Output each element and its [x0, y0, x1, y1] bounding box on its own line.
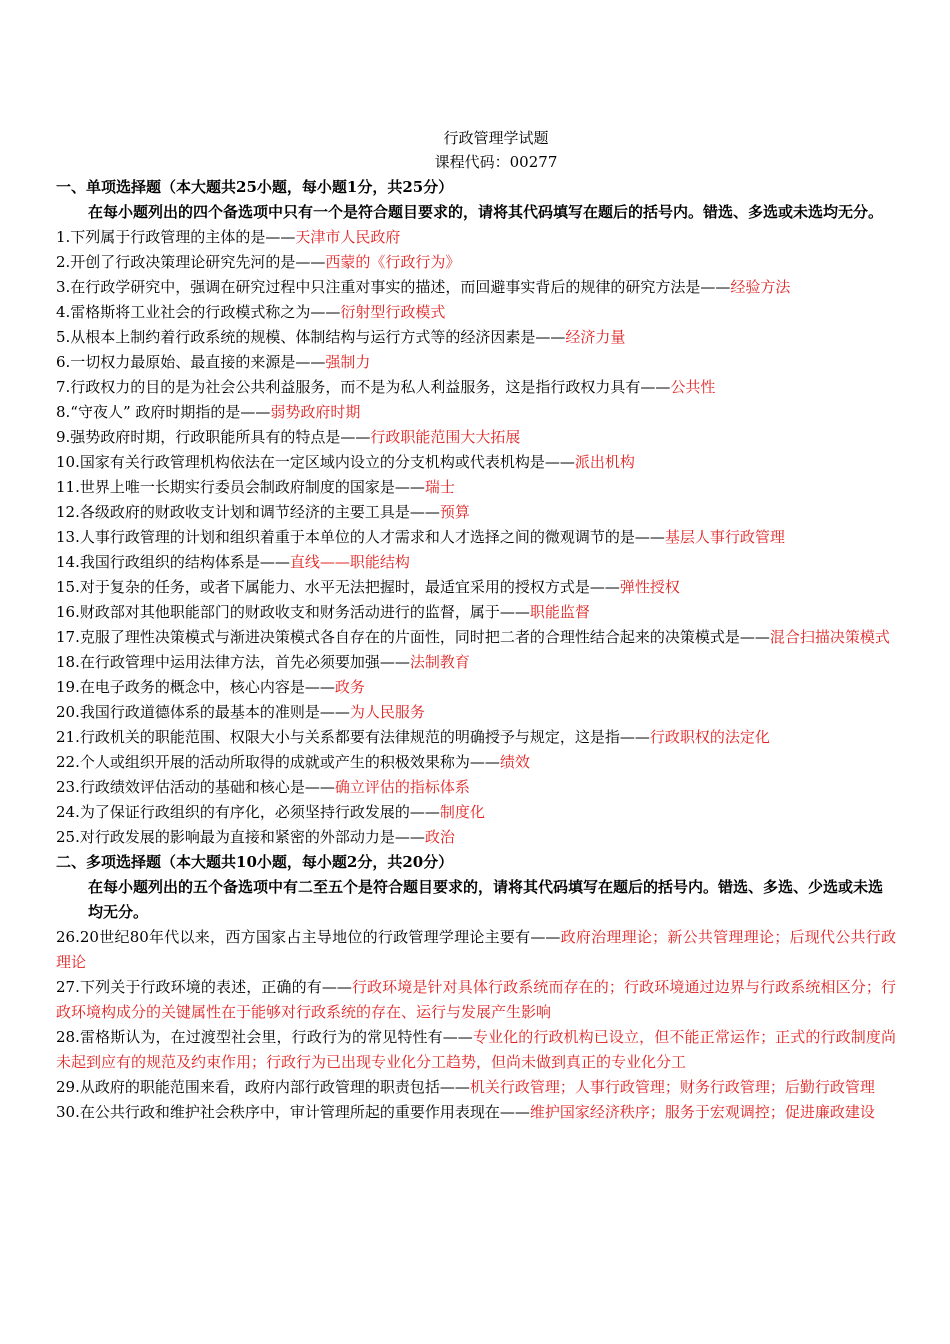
question-text: 2.开创了行政决策理论研究先河的是——: [56, 253, 326, 271]
answer-text: 经验方法: [730, 278, 791, 296]
question-text: 16.财政部对其他职能部门的财政收支和财务活动进行的监督，属于——: [56, 603, 530, 621]
question-text: 23.行政绩效评估活动的基础和核心是——: [56, 778, 335, 796]
answer-text: 政治: [424, 828, 455, 846]
section-heading: 二、多项选择题（本大题共10小题，每小题2分，共20分）: [56, 853, 454, 871]
question-text: 10.国家有关行政管理机构依法在一定区域内设立的分支机构或代表机构是——: [56, 453, 575, 471]
question-item: [56, 275, 896, 300]
sections-container: [56, 175, 896, 1125]
question-item: [56, 400, 896, 425]
answer-text: 职能监督: [529, 603, 590, 621]
answer-text: 天津市人民政府: [295, 228, 401, 246]
question-text: 19.在电子政务的概念中，核心内容是——: [56, 678, 335, 696]
course-code: 课程代码：00277: [434, 153, 558, 171]
question-item: [56, 675, 896, 700]
question-text: 12.各级政府的财政收支计划和调节经济的主要工具是——: [56, 503, 440, 521]
answer-text: 专业化的行政机构已设立，但不能正常运作；正式的行政制度尚未起到应有的规范及约束作用；行政行为已出现专业化分工趋势，但尚未做到真正的专业化分工: [56, 1028, 896, 1071]
question-item: [56, 775, 896, 800]
question-text: 6.一切权力最原始、最直接的来源是——: [56, 353, 326, 371]
answer-text: 法制教育: [409, 653, 470, 671]
question-item: [56, 500, 896, 525]
answer-text: 预算: [439, 503, 470, 521]
answer-text: 直线——职能结构: [289, 553, 410, 571]
question-text: 3.在行政学研究中，强调在研究过程中只注重对事实的描述，而回避事实背后的规律的研究方法是——: [56, 278, 731, 296]
answer-text: 机关行政管理；人事行政管理；财务行政管理；后勤行政管理: [469, 1078, 875, 1096]
question-text: 26.20世纪80年代以来，西方国家占主导地位的行政管理学理论主要有——: [56, 928, 561, 946]
answer-text: 混合扫描决策模式: [769, 628, 890, 646]
question-item: [56, 300, 896, 325]
answer-text: 政府治理理论；新公共管理理论；后现代公共行政理论: [56, 928, 896, 971]
question-text: 4.雷格斯将工业社会的行政模式称之为——: [56, 303, 341, 321]
question-text: 13.人事行政管理的计划和组织着重于本单位的人才需求和人才选择之间的微观调节的是——: [56, 528, 665, 546]
answer-text: 绩效: [499, 753, 530, 771]
question-item: [56, 975, 896, 1025]
question-item: [56, 825, 896, 850]
section-instruction: 在每小题列出的四个备选项中只有一个是符合题目要求的，请将其代码填写在题后的括号内。错选、多选或未选均无分。: [88, 203, 884, 221]
question-text: 22.个人或组织开展的活动所取得的成就或产生的积极效果称为——: [56, 753, 500, 771]
question-item: [56, 725, 896, 750]
question-item: [56, 550, 896, 575]
section-heading: 一、单项选择题（本大题共25小题，每小题1分，共25分）: [56, 178, 454, 196]
answer-text: 确立评估的指标体系: [334, 778, 470, 796]
question-text: 28.雷格斯认为，在过渡型社会里，行政行为的常见特性有——: [56, 1028, 473, 1046]
question-text: 24.为了保证行政组织的有序化，必须坚持行政发展的——: [56, 803, 440, 821]
question-text: 7.行政权力的目的是为社会公共利益服务，而不是为私人利益服务，这是指行政权力具有——: [56, 378, 671, 396]
question-item: [56, 700, 896, 725]
question-text: 18.在行政管理中运用法律方法，首先必须要加强——: [56, 653, 410, 671]
question-text: 30.在公共行政和维护社会秩序中，审计管理所起的重要作用表现在——: [56, 1103, 530, 1121]
answer-text: 行政环境是针对具体行政系统而存在的；行政环境通过边界与行政系统相区分；行政环境构成分的关键属性在于能够对行政系统的存在、运行与发展产生影响: [56, 978, 896, 1021]
question-text: 20.我国行政道德体系的最基本的准则是——: [56, 703, 350, 721]
question-item: [56, 375, 896, 400]
question-item: [56, 250, 896, 275]
question-text: 17.克服了理性决策模式与渐进决策模式各自存在的片面性，同时把二者的合理性结合起来的决策模式是——: [56, 628, 770, 646]
question-item: [56, 1075, 896, 1100]
question-item: [56, 450, 896, 475]
question-item: [56, 800, 896, 825]
question-text: 29.从政府的职能范围来看，政府内部行政管理的职责包括——: [56, 1078, 470, 1096]
answer-text: 衍射型行政模式: [340, 303, 446, 321]
answer-text: 西蒙的《行政行为》: [325, 253, 461, 271]
question-text: 8.“守夜人” 政府时期指的是——: [56, 403, 271, 421]
question-text: 14.我国行政组织的结构体系是——: [56, 553, 290, 571]
question-text: 25.对行政发展的影响最为直接和紧密的外部动力是——: [56, 828, 425, 846]
answer-text: 弱势政府时期: [270, 403, 361, 421]
question-item: [56, 625, 896, 650]
answer-text: 政务: [334, 678, 365, 696]
question-item: [56, 525, 896, 550]
question-item: [56, 225, 896, 250]
answer-text: 公共性: [670, 378, 716, 396]
answer-text: 行政职能范围大大拓展: [370, 428, 521, 446]
answer-text: 瑞士: [424, 478, 455, 496]
question-item: [56, 475, 896, 500]
exam-document: [56, 126, 896, 1125]
section-instruction: 在每小题列出的五个备选项中有二至五个是符合题目要求的，请将其代码填写在题后的括号内。错选、多选、少选或未选均无分。: [88, 878, 884, 921]
answer-text: 行政职权的法定化: [649, 728, 770, 746]
question-item: [56, 1025, 896, 1075]
question-item: [56, 925, 896, 975]
question-item: [56, 575, 896, 600]
question-item: [56, 600, 896, 625]
answer-text: 维护国家经济秩序；服务于宏观调控；促进廉政建设: [529, 1103, 875, 1121]
question-item: [56, 325, 896, 350]
answer-text: 弹性授权: [619, 578, 680, 596]
question-text: 21.行政机关的职能范围、权限大小与关系都要有法律规范的明确授予与规定，这是指——: [56, 728, 650, 746]
question-item: [56, 425, 896, 450]
answer-text: 制度化: [439, 803, 485, 821]
answer-text: 基层人事行政管理: [664, 528, 785, 546]
question-item: [56, 650, 896, 675]
question-text: 5.从根本上制约着行政系统的规模、体制结构与运行方式等的经济因素是——: [56, 328, 566, 346]
question-text: 27.下列关于行政环境的表述，正确的有——: [56, 978, 352, 996]
question-item: [56, 350, 896, 375]
answer-text: 经济力量: [565, 328, 626, 346]
question-text: 15.对于复杂的任务，或者下属能力、水平无法把握时，最适宜采用的授权方式是——: [56, 578, 620, 596]
question-text: 11.世界上唯一长期实行委员会制政府制度的国家是——: [56, 478, 425, 496]
question-text: 1.下列属于行政管理的主体的是——: [56, 228, 296, 246]
answer-text: 派出机构: [574, 453, 635, 471]
answer-text: 为人民服务: [349, 703, 425, 721]
document-title: 行政管理学试题: [443, 129, 549, 147]
question-item: [56, 1100, 896, 1125]
answer-text: 强制力: [325, 353, 371, 371]
question-item: [56, 750, 896, 775]
question-text: 9.强势政府时期，行政职能所具有的特点是——: [56, 428, 371, 446]
